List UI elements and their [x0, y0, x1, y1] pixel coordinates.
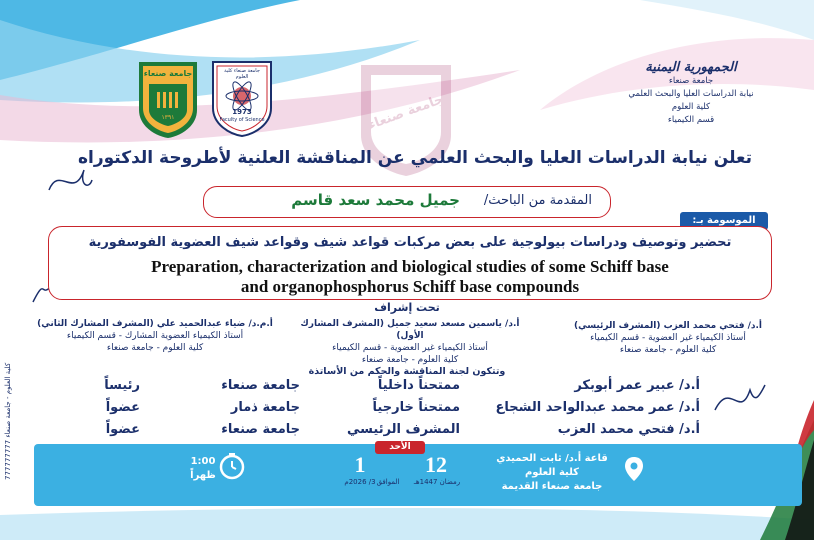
ministry-calligraphy: الجمهورية اليمنية	[645, 60, 737, 75]
announcement-title: تعلن نيابة الدراسات العليا والبحث العلمي عن المناقشة العلنية لأطروحة الدكتوراه	[77, 148, 753, 168]
supervisor-co-second-title: أستاذ الكيمياء العضوية المشارك - قسم الكيمياء	[66, 331, 244, 341]
supervisor-main	[548, 320, 788, 356]
time-value: 1:00	[190, 456, 216, 467]
supervisor-main-name: أ.د/ فتحي محمد العزب (المشرف الرئيسي)	[573, 321, 763, 331]
committee-row-1	[80, 378, 700, 398]
committee-member-position: عضواً	[105, 422, 140, 437]
gregorian-day: 1	[354, 452, 366, 477]
committee-member-position: رئيساً	[104, 378, 140, 393]
location-pin-icon	[624, 456, 644, 482]
day-name: الأحد	[389, 442, 411, 452]
ministry-header	[596, 60, 786, 127]
hijri-day: 12	[425, 452, 447, 477]
committee-member-name: أ.د/ فتحي محمد العزب	[557, 422, 700, 437]
ministry-line-university: جامعة صنعاء	[668, 76, 714, 86]
thesis-box	[48, 226, 772, 300]
agreement-label: الموافق	[376, 478, 400, 486]
committee-row-3	[80, 422, 700, 442]
venue-university: جامعة صنعاء القديمة	[501, 481, 603, 492]
thesis-english-line1: Preparation, characterization and biological studies of some Schiff base	[151, 257, 669, 276]
committee-member-role: المشرف الرئيسي	[347, 422, 460, 437]
thesis-english-line2: and organophosphorus Schiff base compounds	[240, 277, 580, 296]
faculty-logo-year: 1973	[232, 108, 252, 116]
researcher-label: المقدمة من الباحث/	[483, 193, 592, 208]
signature-right	[710, 375, 770, 425]
committee-member-position: عضواً	[105, 400, 140, 415]
supervisor-co-first	[290, 318, 530, 366]
committee-heading: وتتكون لجنة المناقشة والحكم من الأساتذة	[308, 366, 506, 377]
university-logo-name: جامعة صنعاء	[143, 69, 193, 78]
venue-block	[484, 452, 620, 494]
committee-member-university: جامعة صنعاء	[221, 378, 300, 393]
committee-member-role: ممتحناً خارجياً	[372, 400, 460, 415]
venue-faculty: كلية العلوم	[524, 467, 580, 478]
faculty-logo-bottom-text: Faculty of Science	[219, 117, 265, 123]
supervisor-co-second-affiliation: كلية العلوم - جامعة صنعاء	[106, 343, 204, 353]
side-vertical-text: كلية العلوم - جامعة صنعاء 777777777	[4, 362, 12, 480]
supervisor-co-first-title: أستاذ الكيمياء غير العضوية - قسم الكيمياء	[332, 343, 488, 353]
faculty-logo-top-text: جامعة صنعاء كلية العلوم	[224, 68, 260, 80]
supervisor-co-first-affiliation: كلية العلوم - جامعة صنعاء	[361, 355, 459, 365]
supervision-heading: تحت إشراف	[374, 301, 440, 314]
committee-row-2	[80, 400, 700, 420]
clock-icon	[218, 452, 246, 480]
hijri-month: رمضان 1447هـ	[413, 478, 461, 486]
supervisor-main-affiliation: كلية العلوم - جامعة صنعاء	[619, 345, 717, 355]
faculty-logo	[209, 58, 275, 138]
committee-member-university: جامعة صنعاء	[221, 422, 300, 437]
committee-member-university: جامعة ذمار	[230, 400, 300, 415]
venue-hall: قاعة أ.د/ ثابت الحميدي	[496, 453, 608, 464]
ministry-line-department: قسم الكيمياء	[667, 115, 715, 125]
ministry-line-deanship: نيابة الدراسات العليا والبحث العلمي	[628, 89, 754, 99]
thesis-arabic-title: تحضير وتوصيف ودراسات بيولوجية على بعض مركبات قواعد شيف وقواعد شيف العضوية الفوسفورية	[88, 235, 732, 250]
researcher-name: جميل محمد سعد قاسم	[291, 191, 460, 209]
watermark-logo-text: جامعة صنعاء	[366, 91, 446, 134]
supervisor-main-title: أستاذ الكيمياء غير العضوية - قسم الكيمياء	[590, 333, 746, 343]
committee-member-name: أ.د/ عبير عمر أبوبكر	[574, 378, 700, 393]
time-period: ظهراً	[190, 470, 216, 481]
researcher-box	[203, 186, 611, 218]
supervisor-co-second	[30, 318, 280, 354]
committee-member-role: ممتحناً داخلياً	[377, 378, 460, 393]
supervisor-co-second-name: أ.م.د/ ضياء عبدالحميد علي (المشرف المشارك الثاني)	[37, 319, 273, 329]
thesis-tag-text: الموسومة بـ:	[692, 215, 756, 226]
committee-member-name: أ.د/ عمر محمد عبدالواحد الشجاع	[495, 400, 700, 415]
university-logo	[135, 58, 201, 140]
ministry-line-faculty: كلية العلوم	[671, 102, 711, 112]
supervisor-co-first-name: أ.د/ ياسمين مسعد سعيد جميل (المشرف المشارك الأول)	[300, 319, 520, 341]
university-logo-year: ١٣٩١	[161, 114, 175, 121]
gregorian-month: 3/ 2026م	[344, 478, 376, 486]
